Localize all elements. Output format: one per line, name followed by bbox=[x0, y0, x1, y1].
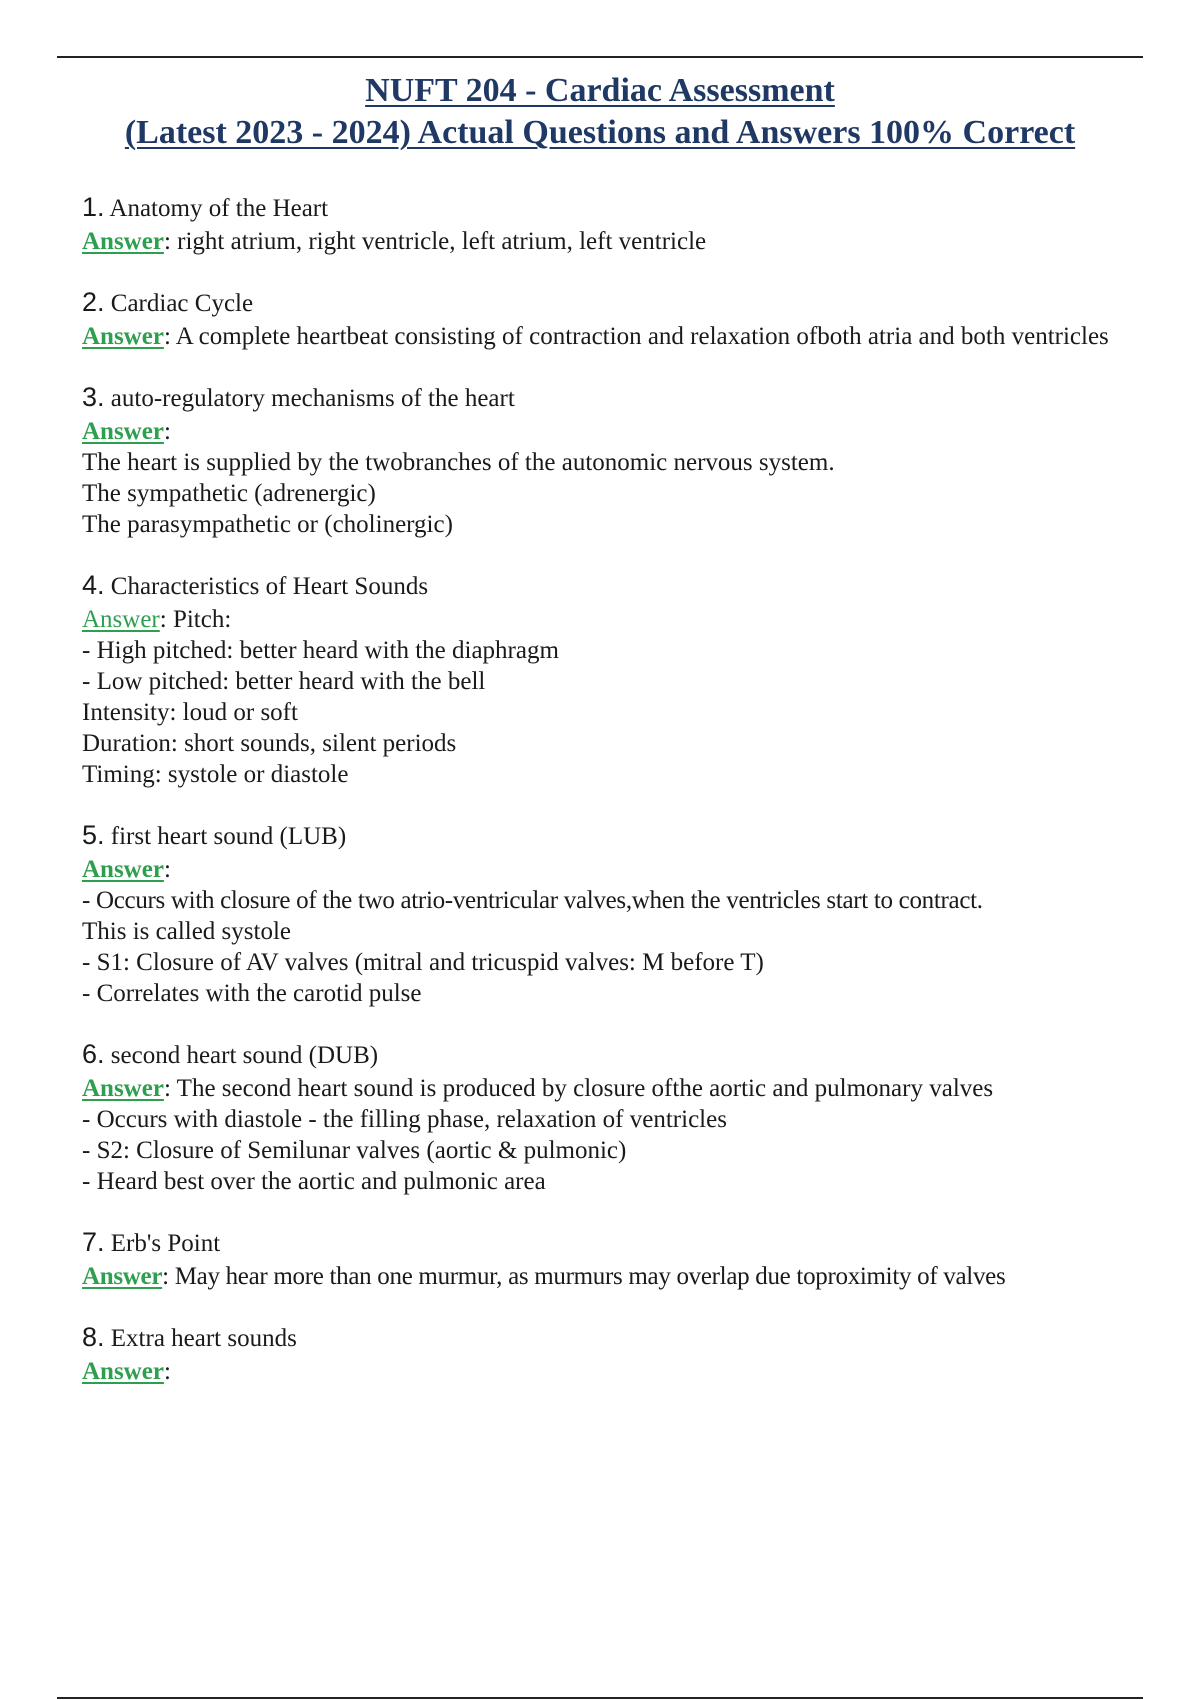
answer-1 bbox=[82, 226, 1172, 257]
question-number: 6. bbox=[82, 1039, 105, 1069]
answer-7 bbox=[82, 1261, 1172, 1292]
question-4-heading bbox=[82, 568, 1172, 604]
answer-5 bbox=[82, 854, 1172, 885]
question-1 bbox=[82, 190, 1172, 257]
answer-line: - Correlates with the carotid pulse bbox=[82, 980, 422, 1007]
answer-label: Answer bbox=[82, 228, 164, 255]
question-text: Cardiac Cycle bbox=[110, 290, 254, 317]
question-3-heading bbox=[82, 380, 1172, 416]
document-title bbox=[0, 70, 1200, 154]
answer-label: Answer bbox=[82, 1358, 164, 1385]
answer-line: Timing: systole or diastole bbox=[82, 761, 349, 788]
answer-8 bbox=[82, 1356, 1172, 1387]
answer-line: The heart is supplied by the twobranches of the autonomic nervous system. bbox=[82, 449, 835, 476]
question-1-heading bbox=[82, 190, 1172, 226]
answer-line: - Occurs with diastole - the filling phase, relaxation of ventricles bbox=[82, 1106, 727, 1133]
answer-line: - Heard best over the aortic and pulmonic area bbox=[82, 1168, 546, 1195]
answer-line: Intensity: loud or soft bbox=[82, 699, 298, 726]
question-number: 1. bbox=[82, 192, 105, 222]
answer-2 bbox=[82, 321, 1172, 352]
answer-text: : bbox=[163, 856, 171, 883]
question-5 bbox=[82, 818, 1172, 1009]
question-text: first heart sound (LUB) bbox=[110, 823, 347, 850]
answer-line: The sympathetic (adrenergic) bbox=[82, 480, 376, 507]
answer-text: : May hear more than one murmur, as murmurs may overlap due toproximity of valves bbox=[162, 1263, 1006, 1290]
question-text: Erb's Point bbox=[110, 1230, 221, 1257]
question-7-heading bbox=[82, 1225, 1172, 1261]
question-text: Characteristics of Heart Sounds bbox=[110, 573, 429, 600]
answer-4 bbox=[82, 604, 1172, 635]
answer-label: Answer bbox=[82, 856, 164, 883]
question-3 bbox=[82, 380, 1172, 540]
answer-text: : bbox=[163, 1358, 171, 1385]
answer-line: The parasympathetic or (cholinergic) bbox=[82, 511, 453, 538]
title-line-1: NUFT 204 - Cardiac Assessment bbox=[365, 72, 835, 109]
answer-label: Answer bbox=[82, 606, 160, 633]
question-2 bbox=[82, 285, 1172, 352]
question-number: 7. bbox=[82, 1227, 105, 1257]
question-list bbox=[82, 190, 1172, 1415]
question-number: 5. bbox=[82, 820, 105, 850]
answer-text: : bbox=[163, 418, 171, 445]
answer-label: Answer bbox=[82, 1263, 163, 1290]
answer-line: - S2: Closure of Semilunar valves (aortic & pulmonic) bbox=[82, 1137, 627, 1164]
answer-line: - Occurs with closure of the two atrio-ventricular valves,when the ventricles start to contract. bbox=[82, 887, 983, 914]
question-5-heading bbox=[82, 818, 1172, 854]
question-8 bbox=[82, 1320, 1172, 1387]
top-rule bbox=[57, 56, 1143, 58]
question-text: second heart sound (DUB) bbox=[110, 1042, 379, 1069]
question-number: 4. bbox=[82, 570, 105, 600]
answer-label: Answer bbox=[82, 323, 164, 350]
answer-text: : Pitch: bbox=[159, 606, 232, 633]
answer-6 bbox=[82, 1073, 1172, 1104]
question-text: Anatomy of the Heart bbox=[109, 195, 329, 222]
question-6-heading bbox=[82, 1037, 1172, 1073]
answer-3 bbox=[82, 416, 1172, 447]
answer-text: : A complete heartbeat consisting of contraction and relaxation ofboth atria and both ventricles bbox=[163, 323, 1109, 350]
question-text: Extra heart sounds bbox=[110, 1325, 297, 1352]
answer-text: : The second heart sound is produced by closure ofthe aortic and pulmonary valves bbox=[163, 1075, 994, 1102]
question-text: auto-regulatory mechanisms of the heart bbox=[110, 385, 515, 412]
answer-line: - S1: Closure of AV valves (mitral and tricuspid valves: M before T) bbox=[82, 949, 764, 976]
question-8-heading bbox=[82, 1320, 1172, 1356]
answer-label: Answer bbox=[82, 418, 164, 445]
question-7 bbox=[82, 1225, 1172, 1292]
question-number: 8. bbox=[82, 1322, 105, 1352]
answer-text: : right atrium, right ventricle, left atrium, left ventricle bbox=[163, 228, 707, 255]
question-number: 2. bbox=[82, 287, 105, 317]
answer-line: - Low pitched: better heard with the bell bbox=[82, 668, 486, 695]
answer-label: Answer bbox=[82, 1075, 164, 1102]
question-6 bbox=[82, 1037, 1172, 1197]
question-2-heading bbox=[82, 285, 1172, 321]
answer-line: This is called systole bbox=[82, 918, 291, 945]
answer-line: Duration: short sounds, silent periods bbox=[82, 730, 457, 757]
title-line-2: (Latest 2023 - 2024) Actual Questions and Answers 100% Correct bbox=[124, 114, 1076, 151]
question-4 bbox=[82, 568, 1172, 790]
bottom-rule bbox=[57, 1697, 1143, 1699]
question-number: 3. bbox=[82, 382, 105, 412]
answer-line: - High pitched: better heard with the diaphragm bbox=[82, 637, 559, 664]
